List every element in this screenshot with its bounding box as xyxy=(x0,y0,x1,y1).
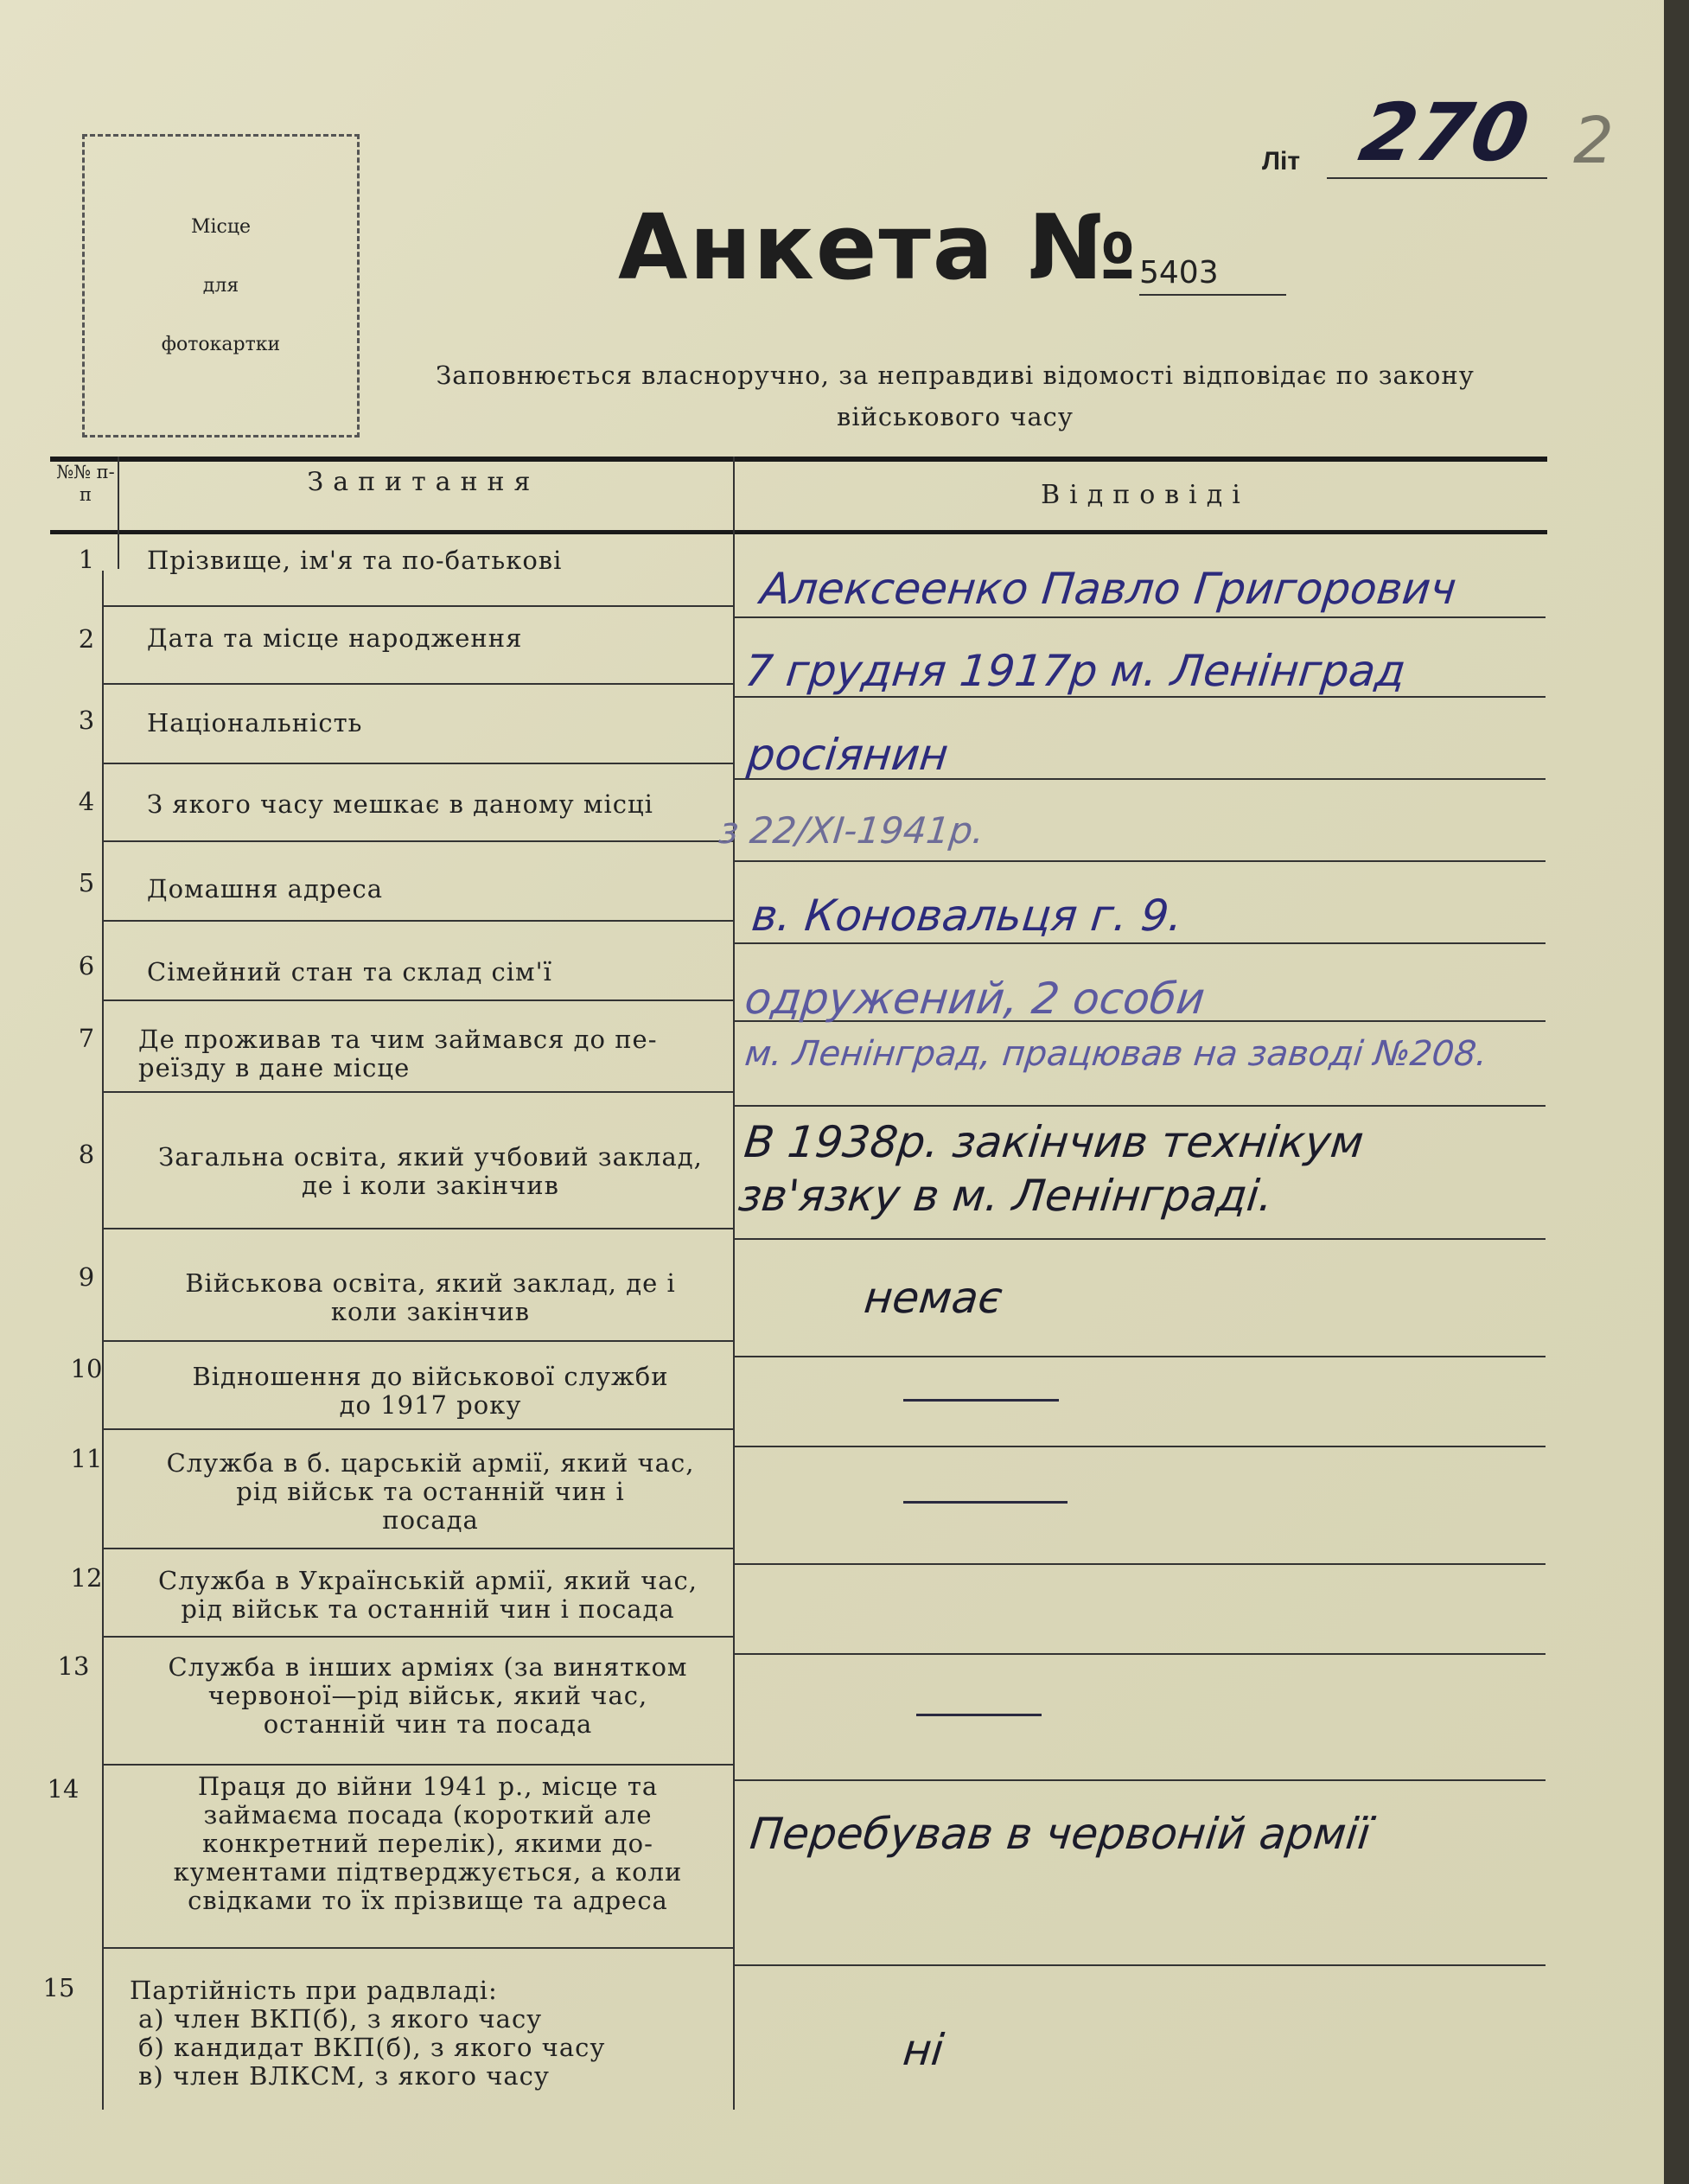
answer-10-dash xyxy=(903,1399,1059,1402)
question-7-line1: Де проживав та чим займався до пе- xyxy=(138,1025,658,1054)
question-14-line2: займаєма посада (короткий але xyxy=(203,1800,653,1830)
row-number-7: 7 xyxy=(78,1024,95,1053)
answer-line xyxy=(733,942,1546,944)
question-13-line1: Служба в інших арміях (за винятком xyxy=(168,1652,688,1682)
question-14-line5: свідками то їх прізвище та адреса xyxy=(188,1886,668,1915)
answer-line xyxy=(733,1238,1546,1240)
question-14 xyxy=(130,1772,726,1915)
header-answer: Відповіді xyxy=(1041,480,1250,510)
instruction-line1: Заповнюється власноручно, за неправдиві відомості відповідає по закону xyxy=(436,361,1475,390)
row-number-13: 13 xyxy=(57,1651,90,1681)
col-divider-number-header xyxy=(118,457,119,569)
answer-14: Перебував в червоній армії xyxy=(747,1809,1374,1859)
form-number: 5403 xyxy=(1139,255,1219,291)
row-divider xyxy=(102,1764,733,1766)
lit-value: 270 xyxy=(1353,86,1536,179)
lit-extra-number: 2 xyxy=(1573,104,1615,178)
answer-2: 7 грудня 1917р м. Ленінград xyxy=(742,646,1408,696)
row-divider xyxy=(102,1228,733,1229)
question-8 xyxy=(137,1143,724,1200)
row-divider xyxy=(102,1636,733,1638)
question-11-line1: Служба в б. царській армії, який час, xyxy=(166,1448,695,1478)
row-divider xyxy=(102,840,733,842)
question-11-line2: рід військ та останній чин і xyxy=(236,1477,625,1506)
question-15 xyxy=(130,1976,717,2091)
photo-placeholder xyxy=(82,134,360,437)
question-12-line2: рід військ та останній чин і посада xyxy=(181,1594,675,1624)
answer-line xyxy=(733,616,1546,618)
answer-8-line1: В 1938р. закінчив технікум xyxy=(742,1117,1367,1167)
answer-line xyxy=(733,1105,1546,1107)
answer-8 xyxy=(736,1115,1366,1223)
answer-6: одружений, 2 особи xyxy=(742,974,1208,1024)
row-divider xyxy=(102,920,733,922)
answer-line xyxy=(733,1563,1546,1565)
row-number-11: 11 xyxy=(70,1444,103,1473)
question-10 xyxy=(137,1363,724,1420)
question-13 xyxy=(130,1653,726,1739)
question-11 xyxy=(137,1449,724,1535)
answer-line xyxy=(733,1779,1546,1781)
answer-line xyxy=(733,1356,1546,1357)
row-number-12: 12 xyxy=(70,1563,103,1593)
row-divider xyxy=(102,1428,733,1430)
question-10-line1: Відношення до військової служби xyxy=(192,1362,669,1391)
answer-3: росіянин xyxy=(744,730,951,780)
page-edge-shadow xyxy=(1664,0,1689,2184)
answer-9: немає xyxy=(861,1273,1005,1323)
header-number: №№ п-п xyxy=(56,462,115,505)
question-15-line4: в) член ВЛКСМ, з якого часу xyxy=(138,2061,550,2091)
answer-line xyxy=(733,860,1546,862)
lit-label: Літ xyxy=(1262,147,1301,176)
question-2: Дата та місце народження xyxy=(147,623,523,653)
header-bottom-rule xyxy=(50,530,1547,534)
row-number-4: 4 xyxy=(78,787,95,816)
question-3: Національність xyxy=(147,708,363,738)
question-6: Сімейний стан та склад сім'ї xyxy=(147,957,552,987)
question-8-line2: де і коли закінчив xyxy=(302,1171,559,1200)
row-divider xyxy=(102,1548,733,1549)
question-7 xyxy=(138,1025,717,1082)
question-13-line3: останній чин та посада xyxy=(263,1709,593,1739)
header-question: Запитання xyxy=(307,467,540,497)
question-13-line2: червоної—рід військ, який час, xyxy=(207,1681,648,1710)
row-divider xyxy=(102,1340,733,1342)
question-10-line2: до 1917 року xyxy=(339,1390,522,1420)
question-15-line2: а) член ВКП(б), з якого часу xyxy=(138,2004,543,2034)
question-11-line3: посада xyxy=(382,1505,479,1535)
form-number-underline xyxy=(1139,294,1286,296)
row-divider xyxy=(102,605,733,607)
row-divider xyxy=(102,683,733,685)
answer-line xyxy=(733,1653,1546,1655)
question-4: З якого часу мешкає в даному місці xyxy=(147,789,653,819)
row-number-14: 14 xyxy=(47,1774,80,1804)
answer-1: Алексеенко Павло Григорович xyxy=(757,564,1459,614)
question-14-line4: кументами підтверджується, а коли xyxy=(173,1857,683,1887)
row-divider xyxy=(102,1947,733,1949)
col-divider-question xyxy=(733,457,735,2110)
row-number-5: 5 xyxy=(78,868,95,897)
question-15-line1: Партійність при радвладі: xyxy=(130,1976,498,2005)
photo-label-line2: для xyxy=(202,274,239,297)
question-9-line1: Військова освіта, який заклад, де і xyxy=(185,1268,676,1298)
question-15-line3: б) кандидат ВКП(б), з якого часу xyxy=(138,2033,606,2062)
question-12 xyxy=(130,1567,726,1624)
answer-11-dash xyxy=(903,1501,1068,1504)
answer-line xyxy=(733,1964,1546,1966)
photo-label-line1: Місце xyxy=(190,215,252,238)
question-1: Прізвище, ім'я та по-батькові xyxy=(147,546,563,575)
row-number-1: 1 xyxy=(78,545,95,574)
question-14-line1: Праця до війни 1941 р., місце та xyxy=(197,1772,659,1801)
question-8-line1: Загальна освіта, який учбовий заклад, xyxy=(158,1142,703,1172)
question-9-line2: коли закінчив xyxy=(330,1297,531,1326)
page-title: Анкета № xyxy=(618,195,1138,300)
instruction-line2: військового часу xyxy=(837,402,1074,431)
row-number-2: 2 xyxy=(78,624,95,654)
question-5: Домашня адреса xyxy=(147,874,384,904)
row-divider xyxy=(102,999,733,1001)
row-number-10: 10 xyxy=(70,1354,103,1383)
table-top-rule xyxy=(50,457,1547,462)
answer-13-dash xyxy=(916,1714,1042,1716)
answer-8-line2: зв'язку в м. Ленінграді. xyxy=(736,1171,1276,1221)
instruction-text xyxy=(380,354,1530,437)
answer-5: в. Коновальця г. 9. xyxy=(749,891,1185,941)
row-divider xyxy=(102,1091,733,1093)
photo-label-line3: фотокартки xyxy=(161,333,281,355)
row-divider xyxy=(102,763,733,764)
row-number-9: 9 xyxy=(78,1262,95,1292)
row-number-15: 15 xyxy=(42,1973,75,2002)
answer-7: м. Ленінград, працював на заводі №208. xyxy=(743,1034,1489,1074)
question-7-line2: реїзду в дане місце xyxy=(138,1053,411,1082)
question-14-line3: конкретний перелік), якими до- xyxy=(202,1829,653,1858)
row-number-3: 3 xyxy=(78,706,95,735)
answer-line xyxy=(733,1446,1546,1447)
question-9 xyxy=(137,1269,724,1326)
row-number-8: 8 xyxy=(78,1140,95,1169)
row-number-6: 6 xyxy=(78,951,95,980)
answer-15: ні xyxy=(900,2025,946,2075)
question-12-line1: Служба в Українській армії, який час, xyxy=(158,1566,698,1595)
answer-4: з 22/XI-1941р. xyxy=(717,809,987,852)
